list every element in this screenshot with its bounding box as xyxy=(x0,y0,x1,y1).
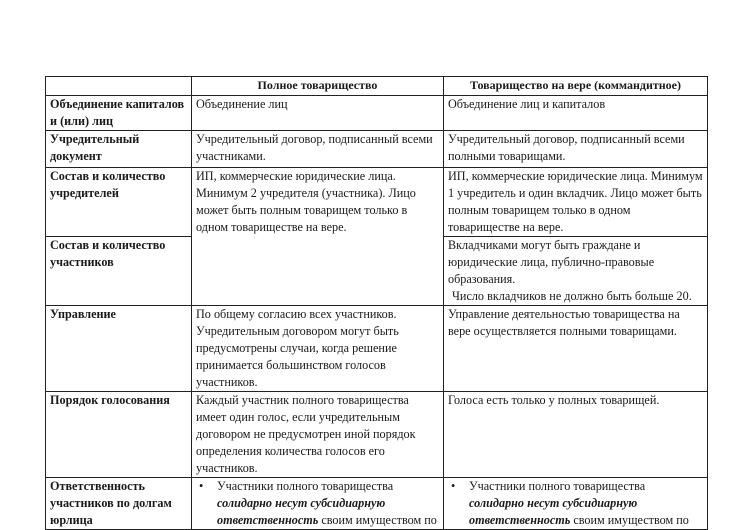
cell-limited: Голоса есть только у полных товарищей. xyxy=(444,392,708,478)
cell-limited: Учредительный договор, подписанный всеми полными товарищами. xyxy=(444,131,708,168)
bullet-text-tail: своим имуществом по xyxy=(321,513,437,527)
bullet-item xyxy=(448,478,703,529)
table-row xyxy=(46,306,708,392)
cell-limited: ИП, коммерческие юридические лица. Минимум 1 учредитель и один вкладчик. Лицо может быть полным товарищем только в одном товариществе на вере. xyxy=(444,168,708,237)
table-header-row xyxy=(46,77,708,96)
comparison-table xyxy=(45,76,708,530)
cell-full: По общему согласию всех участников. Учредительным договором могут быть предусмотрены случаи, когда решение принимается большинством голосов участников. xyxy=(192,306,444,392)
table-row xyxy=(46,96,708,131)
cell-full: ИП, коммерческие юридические лица. Минимум 2 учредителя (участника). Лицо может быть полным товарищем только в одном товариществе на вере. xyxy=(192,168,444,306)
row-label: Состав и количество участников xyxy=(46,237,192,306)
cell-line: Число вкладчиков не должно быть больше 20. xyxy=(452,289,692,303)
bullet-icon: • xyxy=(451,479,456,493)
header-limited-partnership: Товарищество на вере (коммандитное) xyxy=(444,77,708,96)
bullet-icon: • xyxy=(199,479,204,493)
row-label: Ответственность участников по долгам юрлица xyxy=(46,478,192,530)
bullet-text-plain: Участники полного товарищества xyxy=(217,479,394,493)
cell-full: Учредительный договор, подписанный всеми участниками. xyxy=(192,131,444,168)
row-label: Состав и количество учредителей xyxy=(46,168,192,237)
row-label: Учредительный документ xyxy=(46,131,192,168)
bullet-text-tail: своим имуществом по xyxy=(573,513,689,527)
cell-limited xyxy=(444,237,708,306)
bullet-item xyxy=(196,478,439,529)
cell-limited xyxy=(444,478,708,530)
bullet-text xyxy=(217,478,439,529)
table-row xyxy=(46,478,708,530)
cell-limited: Управление деятельностью товарищества на вере осуществляется полными товарищами. xyxy=(444,306,708,392)
row-label: Порядок голосования xyxy=(46,392,192,478)
table-row xyxy=(46,392,708,478)
cell-limited: Объединение лиц и капиталов xyxy=(444,96,708,131)
bullet-text-emphasis: солидарно несут субсидиарную ответственность xyxy=(217,496,386,527)
header-empty xyxy=(46,77,192,96)
bullet-text-plain: Участники полного товарищества xyxy=(469,479,646,493)
row-label: Объединение капиталов и (или) лиц xyxy=(46,96,192,131)
row-label: Управление xyxy=(46,306,192,392)
cell-full xyxy=(192,478,444,530)
table-row xyxy=(46,131,708,168)
cell-line: Вкладчиками могут быть граждане и юридические лица, публично-правовые образования. xyxy=(448,238,655,286)
table-row xyxy=(46,168,708,237)
cell-full: Объединение лиц xyxy=(192,96,444,131)
bullet-text xyxy=(469,478,703,529)
cell-full: Каждый участник полного товарищества имеет один голос, если учредительным договором не предусмотрен иной порядок определения количества голосов его участников. xyxy=(192,392,444,478)
header-full-partnership: Полное товарищество xyxy=(192,77,444,96)
bullet-text-emphasis: солидарно несут субсидиарную ответственность xyxy=(469,496,638,527)
